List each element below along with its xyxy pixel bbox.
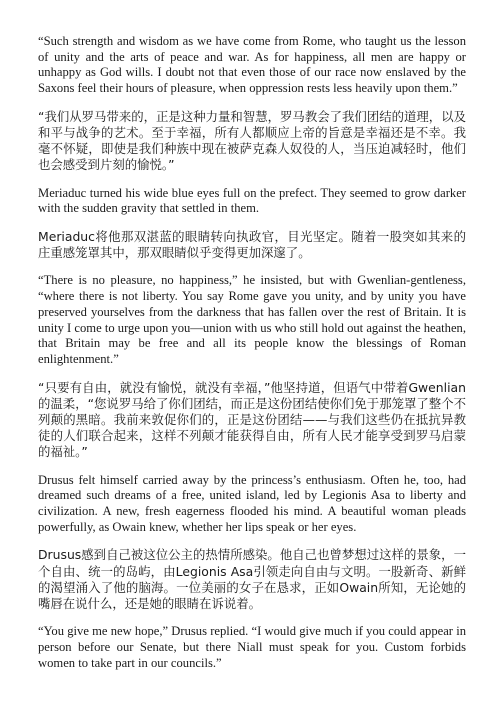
paragraph-en-1: “Such strength and wisdom as we have come from Rome, who taught us the lesson of unity and the arts of peace and war. As for happiness, all men are happy or unhappy as God wills. I doubt not that even those of our race now enslaved by the Saxons feel their hours of pleasure, when oppression rests less heavily upon them.” [38, 34, 466, 96]
paragraph-zh-3: “只要有自由，就没有愉悦，就没有幸福，”他坚持道，但语气中带着Gwenlian的温柔，“您说罗马给了你们团结，而正是这份团结使你们免于那笼罩了整个不列颠的黑暗。我前来敦促你们的，正是这份团结——与我们这些仍在抵抗异教徒的人们联合起来，这样不列颠才能获得自由，所有人民才能享受到罗马启蒙的福祉。” [38, 379, 466, 460]
paragraph-en-5: “You give me new hope,” Drusus replied. “I would give much if you could appear in person before our Senate, but there Niall must speak for you. Custom forbids women to take part in our councils.” [38, 624, 466, 670]
paragraph-en-3: “There is no pleasure, no happiness,” he insisted, but with Gwenlian-gentleness, “where there is not liberty. You say Rome gave you unity, and by unity you have preserved yourselves from the darkness that has fallen over the rest of Britain. It is unity I come to urge upon you—union with us who still hold out against the heathen, that Britain may be free and all its people know the blessings of Roman enlightenment.” [38, 273, 466, 366]
paragraph-en-4: Drusus felt himself carried away by the princess’s enthusiasm. Often he, too, had dreamed such dreams of a free, united island, led by Legionis Asa to liberty and civilization. A new, fresh eagerness flooded his mind. A beautiful woman pleads powerfully, as Owain knew, whether her lips speak or her eyes. [38, 472, 466, 534]
paragraph-zh-1: “我们从罗马带来的，正是这种力量和智慧，罗马教会了我们团结的道理，以及和平与战争的艺术。至于幸福，所有人都顺应上帝的旨意是幸福还是不幸。我毫不怀疑，即使是我们种族中现在被萨克森人奴役的人，当压迫减轻时，他们也会感受到片刻的愉悦。” [38, 108, 466, 173]
paragraph-zh-2: Meriaduc将他那双湛蓝的眼睛转向执政官，目光坚定。随着一股突如其来的庄重感笼罩其中，那双眼睛似乎变得更加深邃了。 [38, 229, 466, 261]
document-page [38, 34, 466, 683]
paragraph-zh-4: Drusus感到自己被这位公主的热情所感染。他自己也曾梦想过这样的景象，一个自由、统一的岛屿，由Legionis Asa引领走向自由与文明。一股新奇、新鲜的渴望涌入了他的脑海。一位美丽的女子在恳求，正如Owain所知，无论她的嘴唇在说什么，还是她的眼睛在诉说着。 [38, 547, 466, 612]
paragraph-en-2: Meriaduc turned his wide blue eyes full on the prefect. They seemed to grow darker with the sudden gravity that settled in them. [38, 185, 466, 216]
